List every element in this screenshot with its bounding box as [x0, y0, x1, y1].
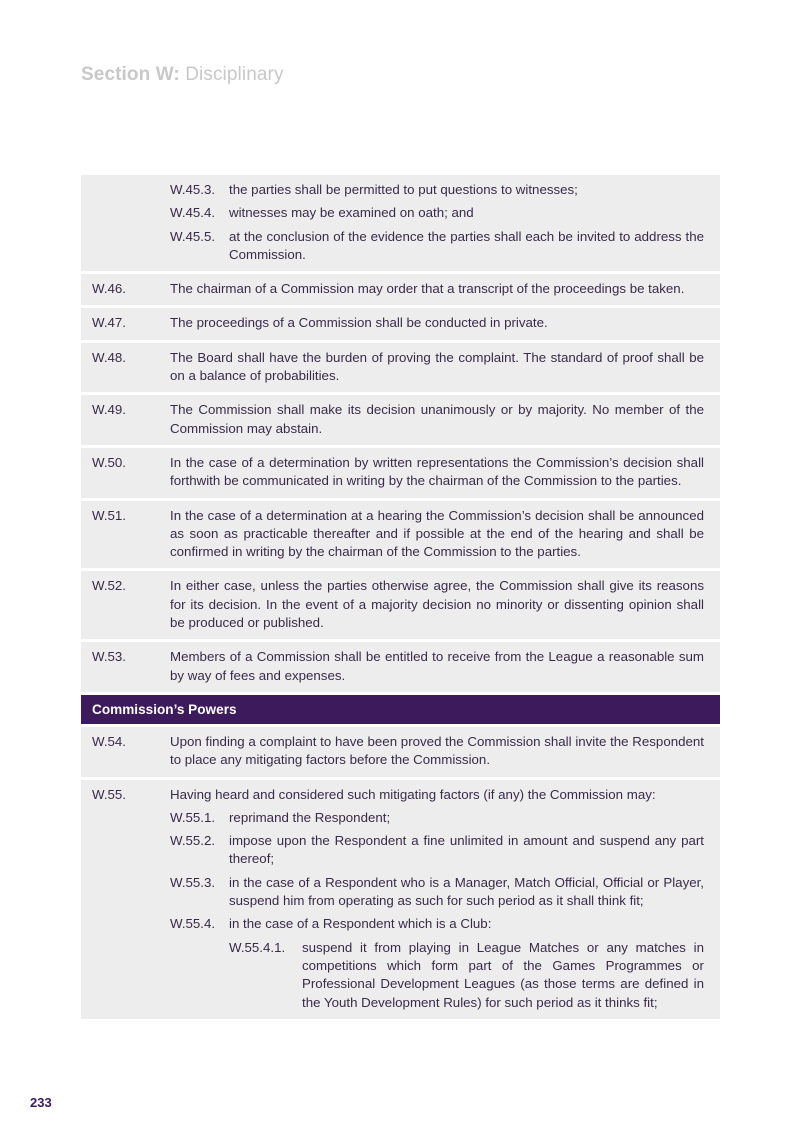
rules-table	[81, 175, 720, 1019]
rule-number: W.52.	[92, 578, 126, 594]
rule-w55	[92, 786, 704, 804]
rule-block-w55	[81, 780, 720, 1019]
rule-text: In either case, unless the parties otherwise agree, the Commission shall give its reasons for its decision. In the event of a majority decision no minority or dissenting opinion shall be produced or published.	[170, 578, 704, 631]
rule-w55-2	[170, 832, 704, 869]
rule-text: Members of a Commission shall be entitled to receive from the League a reasonable sum by way of fees and expenses.	[170, 649, 704, 683]
rule-w55-3	[170, 874, 704, 911]
section-name: Disciplinary	[185, 64, 284, 85]
rule-w47	[92, 314, 704, 332]
rule-text: Having heard and considered such mitigating factors (if any) the Commission may:	[170, 786, 656, 802]
rule-text: suspend it from playing in League Matches or any matches in competitions which form part of the Games Programmes or Professional Development Leagues (as those terms are defined in the Youth Development Rules) for such period as it thinks fit;	[302, 939, 704, 1010]
rule-block-w48	[81, 343, 720, 393]
page-number: 233	[30, 1095, 52, 1110]
rule-text: The chairman of a Commission may order that a transcript of the proceedings be taken.	[170, 281, 685, 297]
rule-block-w47	[81, 308, 720, 339]
rule-number: W.45.4.	[170, 205, 216, 221]
rule-w55-4	[170, 915, 704, 933]
rule-text: the parties shall be permitted to put questions to witnesses;	[229, 182, 578, 197]
rule-text: In the case of a determination at a hearing the Commission’s decision shall be announced as soon as practicable thereafter and if possible at the end of the hearing and shall be confirmed in writing by the chairman of the Commission to the parties.	[170, 507, 704, 560]
rule-number: W.48.	[92, 349, 126, 365]
rule-number: W.45.5.	[170, 228, 216, 244]
rule-block-w51	[81, 501, 720, 569]
rule-number: W.45.3.	[170, 182, 216, 197]
rule-block-w53	[81, 642, 720, 692]
rule-number: W.46.	[92, 281, 126, 297]
rule-text: witnesses may be examined on oath; and	[229, 205, 474, 221]
rule-number: W.53.	[92, 649, 126, 665]
rule-w55-1	[170, 809, 704, 827]
section-label: Section W:	[81, 64, 180, 85]
rule-text: The proceedings of a Commission shall be conducted in private.	[170, 315, 548, 331]
rule-w45-5	[170, 228, 704, 265]
rule-number: W.50.	[92, 454, 126, 470]
rule-w48	[92, 349, 704, 386]
commission-powers-heading: Commission’s Powers	[81, 695, 720, 724]
rule-text: in the case of a Respondent who is a Manager, Match Official, Official or Player, suspend him from operating as such for such period as it shall think fit;	[229, 874, 704, 909]
rule-block-w54	[81, 727, 720, 777]
rule-text: The Board shall have the burden of proving the complaint. The standard of proof shall be on a balance of probabilities.	[170, 349, 704, 384]
rule-w55-4-1	[229, 939, 704, 1012]
rule-number: W.47.	[92, 315, 126, 331]
rule-number: W.55.	[92, 786, 126, 802]
rule-block-w46	[81, 274, 720, 305]
rule-text: In the case of a determination by written representations the Commission’s decision shall forthwith be communicated in writing by the chairman of the Commission to the parties.	[170, 454, 704, 489]
rule-block-w49	[81, 395, 720, 445]
rule-number: W.54.	[92, 733, 126, 749]
rule-text: reprimand the Respondent;	[229, 809, 391, 825]
rule-w52	[92, 577, 704, 632]
rule-number: W.51.	[92, 507, 126, 523]
rule-w54	[92, 733, 704, 770]
rule-number: W.55.1.	[170, 809, 216, 825]
rule-w45-3	[170, 181, 704, 199]
rule-number: W.49.	[92, 402, 126, 418]
rule-block-w50	[81, 448, 720, 498]
rule-number: W.55.2.	[170, 833, 216, 849]
rule-w51	[92, 507, 704, 562]
rule-number: W.55.4.	[170, 916, 216, 932]
rule-w49	[92, 401, 704, 438]
rule-number: W.55.3.	[170, 874, 216, 890]
rule-text: The Commission shall make its decision unanimously or by majority. No member of the Commission may abstain.	[170, 402, 704, 436]
section-title	[81, 64, 284, 86]
rule-w53	[92, 648, 704, 685]
rule-text: in the case of a Respondent which is a Club:	[229, 916, 492, 932]
rule-block-w52	[81, 571, 720, 639]
rule-text: impose upon the Respondent a fine unlimited in amount and suspend any part thereof;	[229, 833, 704, 867]
rule-text: at the conclusion of the evidence the parties shall each be invited to address the Commission.	[229, 228, 704, 262]
rule-w45-4	[170, 204, 704, 222]
rule-w50	[92, 454, 704, 491]
rule-w46	[92, 280, 704, 298]
rule-text: Upon finding a complaint to have been proved the Commission shall invite the Respondent to place any mitigating factors before the Commission.	[170, 733, 704, 768]
rule-block-w45	[81, 175, 720, 271]
rule-number: W.55.4.1.	[229, 939, 286, 955]
